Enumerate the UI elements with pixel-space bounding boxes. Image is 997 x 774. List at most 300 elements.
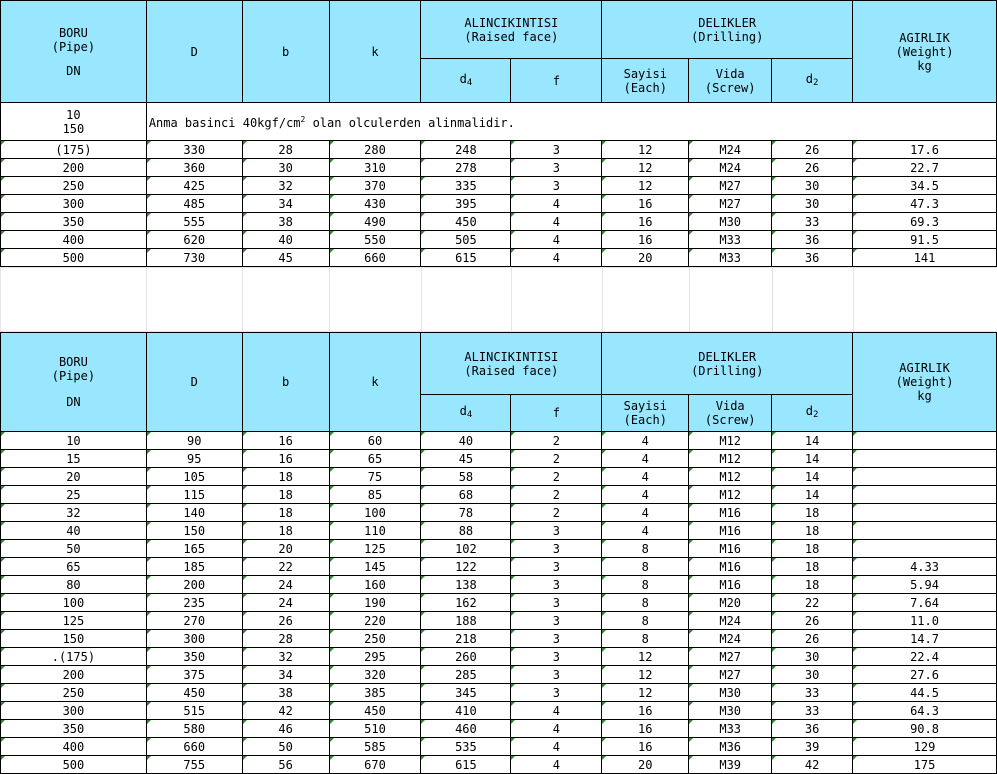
- cell-vida: M33: [689, 249, 772, 267]
- cell-b: 28: [242, 630, 329, 648]
- cell-dn: 100: [1, 594, 147, 612]
- col-header-f: f: [511, 59, 602, 103]
- cell-d2: 18: [772, 576, 853, 594]
- cell-d2: 18: [772, 558, 853, 576]
- cell-d2: 18: [772, 540, 853, 558]
- cell-b: 18: [242, 504, 329, 522]
- table-row: [1, 558, 997, 576]
- cell-d: 90: [146, 432, 242, 450]
- col-header-dn: BORU (Pipe) DN: [1, 333, 147, 432]
- table-row: [1, 576, 997, 594]
- cell-f: 4: [511, 720, 602, 738]
- cell-dn: 50: [1, 540, 147, 558]
- cell-d: 115: [146, 486, 242, 504]
- cell-d4: 615: [421, 249, 511, 267]
- cell-dn: 125: [1, 612, 147, 630]
- col-header-weight: AGIRLIK (Weight) kg: [853, 333, 997, 432]
- cell-k: 100: [329, 504, 421, 522]
- cell-weight: [853, 540, 997, 558]
- cell-sayisi: 12: [602, 648, 689, 666]
- cell-sayisi: 20: [602, 249, 689, 267]
- cell-weight: 90.8: [853, 720, 997, 738]
- table-row: [1, 177, 997, 195]
- cell-d: 95: [146, 450, 242, 468]
- cell-d: 270: [146, 612, 242, 630]
- cell-d4: 345: [421, 684, 511, 702]
- cell-k: 430: [329, 195, 421, 213]
- cell-f: 3: [511, 177, 602, 195]
- col-header-vida: Vida (Screw): [689, 59, 772, 103]
- cell-f: 4: [511, 213, 602, 231]
- cell-dn: 300: [1, 195, 147, 213]
- cell-f: 2: [511, 450, 602, 468]
- cell-vida: M16: [689, 540, 772, 558]
- cell-sayisi: 12: [602, 666, 689, 684]
- cell-d2: 30: [772, 195, 853, 213]
- table-row: [1, 468, 997, 486]
- cell-b: 32: [242, 648, 329, 666]
- cell-d2: 14: [772, 486, 853, 504]
- cell-k: 60: [329, 432, 421, 450]
- cell-d2: 30: [772, 177, 853, 195]
- cell-b: 50: [242, 738, 329, 756]
- cell-weight: 5.94: [853, 576, 997, 594]
- table-row: [1, 612, 997, 630]
- cell-k: 585: [329, 738, 421, 756]
- cell-d4: 68: [421, 486, 511, 504]
- cell-k: 190: [329, 594, 421, 612]
- cell-vida: M24: [689, 141, 772, 159]
- cell-dn: 300: [1, 702, 147, 720]
- cell-vida: M39: [689, 756, 772, 774]
- cell-weight: 44.5: [853, 684, 997, 702]
- table-row: [1, 450, 997, 468]
- cell-dn: 400: [1, 231, 147, 249]
- col-header-drilling: DELIKLER (Drilling): [602, 1, 853, 59]
- cell-k: 510: [329, 720, 421, 738]
- cell-dn: 10: [1, 432, 147, 450]
- cell-d2: 39: [772, 738, 853, 756]
- cell-d4: 535: [421, 738, 511, 756]
- table-row: [1, 504, 997, 522]
- cell-dn: 400: [1, 738, 147, 756]
- cell-f: 2: [511, 432, 602, 450]
- cell-vida: M16: [689, 558, 772, 576]
- flange-table-40kgf: [0, 0, 997, 267]
- cell-sayisi: 16: [602, 702, 689, 720]
- cell-sayisi: 16: [602, 213, 689, 231]
- cell-vida: M24: [689, 159, 772, 177]
- cell-d4: 138: [421, 576, 511, 594]
- cell-f: 4: [511, 231, 602, 249]
- cell-f: 3: [511, 141, 602, 159]
- cell-k: 550: [329, 231, 421, 249]
- table-row: [1, 630, 997, 648]
- cell-k: 670: [329, 756, 421, 774]
- cell-d4: 122: [421, 558, 511, 576]
- cell-weight: 11.0: [853, 612, 997, 630]
- cell-d2: 26: [772, 630, 853, 648]
- cell-dn: 20: [1, 468, 147, 486]
- cell-d2: 42: [772, 756, 853, 774]
- cell-vida: M27: [689, 648, 772, 666]
- table-row: [1, 249, 997, 267]
- col-header-drilling: DELIKLER (Drilling): [602, 333, 853, 395]
- cell-dn: 350: [1, 213, 147, 231]
- cell-f: 3: [511, 684, 602, 702]
- cell-d: 425: [146, 177, 242, 195]
- cell-sayisi: 8: [602, 594, 689, 612]
- col-header-raised-face: ALINCIKINTISI (Raised face): [421, 1, 602, 59]
- cell-f: 3: [511, 594, 602, 612]
- cell-sayisi: 8: [602, 630, 689, 648]
- cell-f: 3: [511, 666, 602, 684]
- cell-d2: 33: [772, 684, 853, 702]
- cell-d: 330: [146, 141, 242, 159]
- cell-f: 4: [511, 195, 602, 213]
- cell-b: 18: [242, 522, 329, 540]
- table-row: [1, 702, 997, 720]
- cell-weight: [853, 450, 997, 468]
- cell-d2: 30: [772, 666, 853, 684]
- cell-d2: 22: [772, 594, 853, 612]
- cell-d4: 218: [421, 630, 511, 648]
- table-row: [1, 141, 997, 159]
- cell-vida: M30: [689, 702, 772, 720]
- cell-k: 310: [329, 159, 421, 177]
- cell-d4: 40: [421, 432, 511, 450]
- col-header-k: k: [329, 333, 421, 432]
- cell-dn: 200: [1, 159, 147, 177]
- cell-weight: 141: [853, 249, 997, 267]
- cell-d2: 26: [772, 159, 853, 177]
- cell-d2: 18: [772, 522, 853, 540]
- col-header-d2: $d_2$: [772, 395, 853, 432]
- cell-b: 30: [242, 159, 329, 177]
- cell-d2: 36: [772, 231, 853, 249]
- spacer-grid: [0, 267, 997, 332]
- cell-b: 24: [242, 576, 329, 594]
- cell-dn: 250: [1, 177, 147, 195]
- cell-weight: 17.6: [853, 141, 997, 159]
- cell-weight: 129: [853, 738, 997, 756]
- cell-sayisi: 8: [602, 576, 689, 594]
- pressure-note: Anma basinci $40kgf/cm^2$ olan olculerden alinmalidir.: [146, 103, 996, 141]
- col-header-raised-face: ALINCIKINTISI (Raised face): [421, 333, 602, 395]
- cell-vida: M16: [689, 504, 772, 522]
- cell-d2: 30: [772, 648, 853, 666]
- cell-weight: 34.5: [853, 177, 997, 195]
- cell-d: 485: [146, 195, 242, 213]
- cell-d4: 248: [421, 141, 511, 159]
- cell-d2: 36: [772, 720, 853, 738]
- col-header-d2: $d_2$: [772, 59, 853, 103]
- cell-vida: M33: [689, 720, 772, 738]
- cell-f: 4: [511, 702, 602, 720]
- cell-vida: M12: [689, 468, 772, 486]
- cell-d2: 14: [772, 450, 853, 468]
- cell-k: 160: [329, 576, 421, 594]
- cell-k: 220: [329, 612, 421, 630]
- cell-f: 3: [511, 576, 602, 594]
- cell-vida: M36: [689, 738, 772, 756]
- cell-k: 385: [329, 684, 421, 702]
- cell-weight: 175: [853, 756, 997, 774]
- cell-weight: 14.7: [853, 630, 997, 648]
- cell-b: 34: [242, 666, 329, 684]
- cell-d: 150: [146, 522, 242, 540]
- cell-k: 280: [329, 141, 421, 159]
- cell-vida: M12: [689, 450, 772, 468]
- cell-dn: 15: [1, 450, 147, 468]
- cell-sayisi: 16: [602, 720, 689, 738]
- cell-d4: 460: [421, 720, 511, 738]
- col-header-b: b: [242, 333, 329, 432]
- cell-vida: M16: [689, 576, 772, 594]
- cell-d2: 18: [772, 504, 853, 522]
- cell-d: 375: [146, 666, 242, 684]
- cell-b: 32: [242, 177, 329, 195]
- cell-k: 65: [329, 450, 421, 468]
- cell-d: 730: [146, 249, 242, 267]
- cell-b: 22: [242, 558, 329, 576]
- cell-f: 3: [511, 630, 602, 648]
- cell-d4: 78: [421, 504, 511, 522]
- cell-d: 200: [146, 576, 242, 594]
- cell-dn: 25: [1, 486, 147, 504]
- cell-dn: .(175): [1, 648, 147, 666]
- cell-sayisi: 4: [602, 486, 689, 504]
- cell-b: 42: [242, 702, 329, 720]
- cell-b: 28: [242, 141, 329, 159]
- table-row: [1, 159, 997, 177]
- cell-b: 26: [242, 612, 329, 630]
- col-header-d4: $d_4$: [421, 59, 511, 103]
- cell-vida: M12: [689, 486, 772, 504]
- cell-sayisi: 8: [602, 558, 689, 576]
- cell-k: 125: [329, 540, 421, 558]
- note-row: [1, 103, 997, 141]
- cell-b: 18: [242, 486, 329, 504]
- cell-d4: 410: [421, 702, 511, 720]
- cell-dn: 40: [1, 522, 147, 540]
- cell-d4: 88: [421, 522, 511, 540]
- cell-f: 2: [511, 486, 602, 504]
- cell-d2: 14: [772, 468, 853, 486]
- table-row: [1, 195, 997, 213]
- cell-d4: 58: [421, 468, 511, 486]
- cell-d: 105: [146, 468, 242, 486]
- cell-b: 40: [242, 231, 329, 249]
- cell-d2: 14: [772, 432, 853, 450]
- cell-d2: 33: [772, 702, 853, 720]
- cell-k: 75: [329, 468, 421, 486]
- col-header-k: k: [329, 1, 421, 103]
- table-row: [1, 486, 997, 504]
- cell-dn: 80: [1, 576, 147, 594]
- cell-d: 555: [146, 213, 242, 231]
- cell-b: 56: [242, 756, 329, 774]
- col-header-b: b: [242, 1, 329, 103]
- cell-d4: 615: [421, 756, 511, 774]
- table-row: [1, 594, 997, 612]
- cell-d: 235: [146, 594, 242, 612]
- cell-weight: 22.4: [853, 648, 997, 666]
- cell-d: 450: [146, 684, 242, 702]
- cell-sayisi: 12: [602, 177, 689, 195]
- table-row: [1, 666, 997, 684]
- cell-dn: 200: [1, 666, 147, 684]
- cell-sayisi: 12: [602, 159, 689, 177]
- cell-d: 300: [146, 630, 242, 648]
- cell-vida: M24: [689, 612, 772, 630]
- cell-f: 3: [511, 612, 602, 630]
- cell-k: 295: [329, 648, 421, 666]
- table-row: [1, 522, 997, 540]
- cell-k: 450: [329, 702, 421, 720]
- cell-vida: M16: [689, 522, 772, 540]
- cell-d4: 278: [421, 159, 511, 177]
- cell-sayisi: 20: [602, 756, 689, 774]
- cell-d2: 26: [772, 612, 853, 630]
- cell-sayisi: 4: [602, 468, 689, 486]
- cell-d2: 33: [772, 213, 853, 231]
- cell-d: 580: [146, 720, 242, 738]
- cell-d4: 450: [421, 213, 511, 231]
- cell-sayisi: 12: [602, 684, 689, 702]
- cell-f: 2: [511, 468, 602, 486]
- cell-dn: (175): [1, 141, 147, 159]
- table-row: [1, 432, 997, 450]
- col-header-weight: AGIRLIK (Weight) kg: [853, 1, 997, 103]
- cell-d4: 102: [421, 540, 511, 558]
- cell-vida: M30: [689, 684, 772, 702]
- cell-d: 620: [146, 231, 242, 249]
- cell-f: 3: [511, 159, 602, 177]
- cell-d4: 188: [421, 612, 511, 630]
- cell-f: 3: [511, 558, 602, 576]
- cell-d: 660: [146, 738, 242, 756]
- cell-sayisi: 8: [602, 612, 689, 630]
- cell-b: 38: [242, 684, 329, 702]
- cell-sayisi: 4: [602, 432, 689, 450]
- cell-f: 3: [511, 648, 602, 666]
- col-header-d4: $d_4$: [421, 395, 511, 432]
- table-row: [1, 213, 997, 231]
- cell-f: 4: [511, 756, 602, 774]
- cell-d: 755: [146, 756, 242, 774]
- cell-d: 140: [146, 504, 242, 522]
- table-row: [1, 540, 997, 558]
- cell-sayisi: 4: [602, 450, 689, 468]
- cell-weight: 22.7: [853, 159, 997, 177]
- cell-vida: M20: [689, 594, 772, 612]
- cell-dn: 250: [1, 684, 147, 702]
- cell-f: 2: [511, 504, 602, 522]
- cell-k: 490: [329, 213, 421, 231]
- cell-weight: 47.3: [853, 195, 997, 213]
- table-row: [1, 738, 997, 756]
- cell-b: 16: [242, 432, 329, 450]
- col-header-f: f: [511, 395, 602, 432]
- note-dn-cell: 10 150: [1, 103, 147, 141]
- cell-d4: 162: [421, 594, 511, 612]
- cell-k: 85: [329, 486, 421, 504]
- cell-dn: 500: [1, 249, 147, 267]
- cell-d2: 26: [772, 141, 853, 159]
- cell-sayisi: 16: [602, 231, 689, 249]
- table-row: [1, 231, 997, 249]
- cell-k: 370: [329, 177, 421, 195]
- cell-f: 3: [511, 522, 602, 540]
- cell-dn: 65: [1, 558, 147, 576]
- cell-vida: M30: [689, 213, 772, 231]
- cell-weight: 7.64: [853, 594, 997, 612]
- cell-sayisi: 12: [602, 141, 689, 159]
- cell-k: 320: [329, 666, 421, 684]
- cell-weight: [853, 432, 997, 450]
- cell-d4: 285: [421, 666, 511, 684]
- cell-sayisi: 4: [602, 522, 689, 540]
- cell-vida: M12: [689, 432, 772, 450]
- cell-weight: [853, 468, 997, 486]
- cell-weight: 4.33: [853, 558, 997, 576]
- cell-vida: M27: [689, 195, 772, 213]
- cell-sayisi: 16: [602, 738, 689, 756]
- cell-sayisi: 4: [602, 504, 689, 522]
- cell-weight: 69.3: [853, 213, 997, 231]
- cell-k: 145: [329, 558, 421, 576]
- cell-k: 660: [329, 249, 421, 267]
- cell-b: 46: [242, 720, 329, 738]
- cell-d: 185: [146, 558, 242, 576]
- cell-d4: 45: [421, 450, 511, 468]
- cell-weight: 64.3: [853, 702, 997, 720]
- cell-dn: 500: [1, 756, 147, 774]
- cell-weight: [853, 522, 997, 540]
- cell-weight: [853, 486, 997, 504]
- cell-b: 16: [242, 450, 329, 468]
- cell-sayisi: 8: [602, 540, 689, 558]
- cell-d4: 395: [421, 195, 511, 213]
- cell-d4: 505: [421, 231, 511, 249]
- cell-vida: M27: [689, 177, 772, 195]
- cell-d4: 260: [421, 648, 511, 666]
- cell-b: 34: [242, 195, 329, 213]
- table-row: [1, 720, 997, 738]
- cell-k: 110: [329, 522, 421, 540]
- col-header-sayisi: Sayisi (Each): [602, 395, 689, 432]
- cell-d: 360: [146, 159, 242, 177]
- cell-vida: M33: [689, 231, 772, 249]
- cell-vida: M24: [689, 630, 772, 648]
- cell-f: 4: [511, 738, 602, 756]
- col-header-d: D: [146, 1, 242, 103]
- cell-f: 3: [511, 540, 602, 558]
- cell-f: 4: [511, 249, 602, 267]
- cell-d: 350: [146, 648, 242, 666]
- cell-d: 165: [146, 540, 242, 558]
- flange-table-main: [0, 332, 997, 774]
- cell-d2: 36: [772, 249, 853, 267]
- cell-b: 20: [242, 540, 329, 558]
- cell-d: 515: [146, 702, 242, 720]
- col-header-sayisi: Sayisi (Each): [602, 59, 689, 103]
- cell-vida: M27: [689, 666, 772, 684]
- col-header-vida: Vida (Screw): [689, 395, 772, 432]
- cell-dn: 350: [1, 720, 147, 738]
- col-header-dn: BORU (Pipe) DN: [1, 1, 147, 103]
